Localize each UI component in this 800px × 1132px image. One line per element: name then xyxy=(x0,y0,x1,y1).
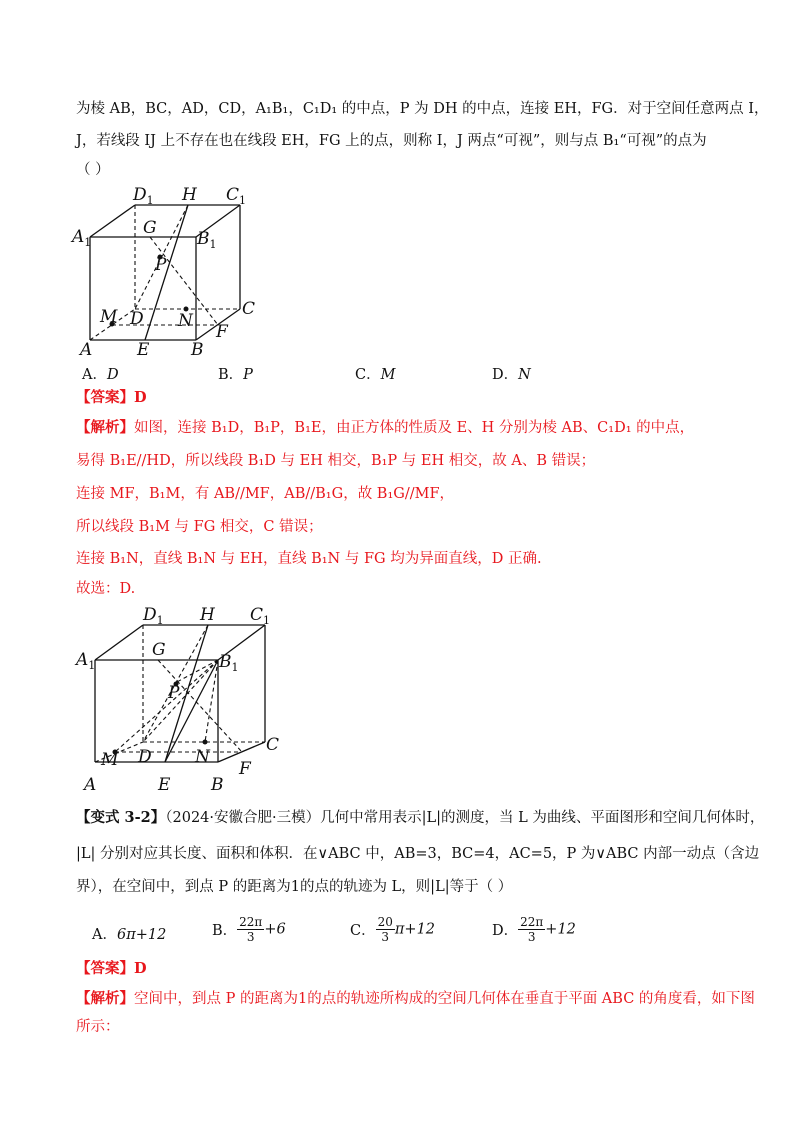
q2-analysis-line-2: 所示： xyxy=(76,1019,120,1035)
q1-line-1: 为棱 AB，BC，AD，CD，A₁B₁，C₁D₁ 的中点，P 为 DH 的中点，连接 EH，FG．对于空间任意两点 I， xyxy=(76,101,769,117)
fig2-label-h: H xyxy=(200,605,215,625)
q1-line-2: J，若线段 IJ 上不存在也在线段 EH，FG 上的点，则称 I，J 两点“可视”，则与点 B₁“可视”的点为 xyxy=(76,133,707,149)
label-b1: $B_1$ xyxy=(197,229,217,251)
q2-option-d[interactable]: D． $\frac{22\pi}{3}$ +12 xyxy=(492,915,576,944)
fig2-label-p: P xyxy=(168,683,180,703)
label-b: B xyxy=(191,340,204,360)
q1-analysis-line-6: 故选：D. xyxy=(76,581,136,597)
q1-options xyxy=(0,363,800,383)
fig2-label-b: B xyxy=(211,775,224,795)
q1-analysis-line-3: 连接 MF，B₁M，有 AB//MF，AB//B₁G，故 B₁G//MF， xyxy=(76,486,455,502)
fig2-label-g: G xyxy=(152,640,166,660)
label-n: N xyxy=(178,311,193,331)
q1-answer: 【答案】D xyxy=(76,389,147,406)
q2-tag: 【变式 3-2】 xyxy=(76,809,166,826)
q1-line-3: （ ） xyxy=(76,162,110,178)
q2-option-b[interactable]: B． $\frac{22\pi}{3}$ +6 xyxy=(212,915,286,944)
fig2-label-a1: $A_1$ xyxy=(76,650,96,672)
q2-line-3: 界），在空间中，到点 P 的距离为1的点的轨迹为 L，则|L|等于（ ） xyxy=(76,879,513,895)
q1-option-b[interactable]: B．P xyxy=(218,367,253,383)
label-a: A xyxy=(80,340,93,360)
q1-analysis-line-5: 连接 B₁N，直线 B₁N 与 EH，直线 B₁N 与 FG 均为异面直线，D 正确. xyxy=(76,551,542,567)
q1-option-d[interactable]: D．N xyxy=(492,367,531,383)
fig2-label-d: D xyxy=(138,747,152,767)
cube-figure-2 xyxy=(70,598,290,798)
label-m: M xyxy=(100,307,118,327)
label-e: E xyxy=(137,340,150,360)
q1-analysis-line-4: 所以线段 B₁M 与 FG 相交，C 错误； xyxy=(76,519,323,535)
q1-option-c[interactable]: C．M xyxy=(355,367,396,383)
q2-answer: 【答案】D xyxy=(76,960,147,977)
label-p: P xyxy=(155,255,167,275)
q1-option-a[interactable]: A．D xyxy=(82,367,119,383)
q2-option-a[interactable]: A．6π+12 xyxy=(92,927,167,943)
fig2-label-d1: $D_1$ xyxy=(143,605,164,627)
q2-line-1: 【变式 3-2】（2024·安徽合肥·三模）几何中常用表示|L|的测度，当 L 为曲线、平面图形和空间几何体时， xyxy=(76,809,765,826)
q2-line-2: |L| 分别对应其长度、面积和体积．在∨ABC 中，AB=3，BC=4，AC=5，P 为∨ABC 内部一动点（含边 xyxy=(76,846,760,862)
label-h: H xyxy=(182,185,197,205)
fig2-label-c: C xyxy=(266,735,280,755)
fig2-label-m: M xyxy=(101,750,119,770)
label-g: G xyxy=(143,218,157,238)
cube-figure-1 xyxy=(70,180,270,360)
q2-analysis-tag: 【解析】 xyxy=(76,990,134,1007)
q2-option-c[interactable]: C． $\frac{20}{3}$ π+12 xyxy=(350,915,436,944)
label-c: C xyxy=(242,299,256,319)
fig2-label-b1: $B_1$ xyxy=(219,652,239,674)
q1-analysis-line-2: 易得 B₁E//HD，所以线段 B₁D 与 EH 相交，B₁P 与 EH 相交，故 A、B 错误； xyxy=(76,453,596,469)
label-f: F xyxy=(216,322,228,342)
fig2-label-c1: $C_1$ xyxy=(250,605,271,627)
label-a1: $A_1$ xyxy=(72,227,92,249)
q1-analysis-line-1: 【解析】如图，连接 B₁D，B₁P，B₁E，由正方体的性质及 E、H 分别为棱 AB、C₁D₁ 的中点， xyxy=(76,419,695,436)
label-c1: $C_1$ xyxy=(226,185,247,207)
q2-options xyxy=(0,915,800,951)
q2-analysis-line-1: 【解析】空间中，到点 P 的距离为1的点的轨迹所构成的空间几何体在垂直于平面 ABC 的角度看，如下图 xyxy=(76,990,755,1007)
fig2-label-e: E xyxy=(158,775,171,795)
fig2-label-f: F xyxy=(239,759,251,779)
label-d: D xyxy=(130,309,144,329)
q1-analysis-tag: 【解析】 xyxy=(76,419,134,436)
label-d1: $D_1$ xyxy=(133,185,154,207)
fig2-label-n: N xyxy=(195,747,210,767)
fig2-label-a: A xyxy=(84,775,97,795)
q2-source: （2024·安徽合肥·三模） xyxy=(165,810,321,826)
